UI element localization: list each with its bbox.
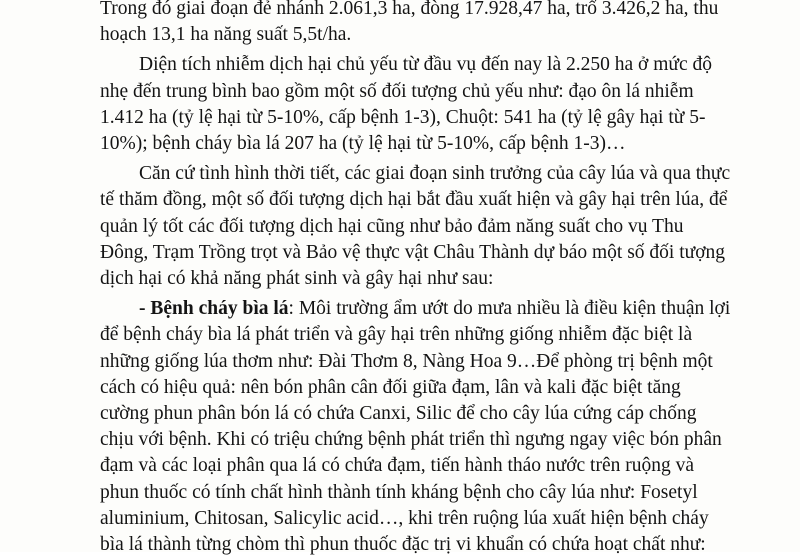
- text-line: quản lý tốt các đối tượng dịch hại cũng như bảo đảm năng suất cho vụ Thu: [100, 215, 684, 237]
- text-line: Căn cứ tình hình thời tiết, các giai đoạn sinh trưởng của cây lúa và qua thực: [139, 163, 731, 185]
- text-line: đạm và các loại phân qua lá có chứa đạm, tiến hành tháo nước trên ruộng và: [100, 455, 695, 477]
- text-line: aluminium, Chitosan, Salicylic acid…, khi trên ruộng lúa xuất hiện bệnh cháy: [100, 507, 709, 529]
- text-line: phun thuốc có tính chất hình thành tính kháng bệnh cho cây lúa như: Fosetyl: [100, 481, 698, 503]
- text-line: 10%); bệnh cháy bìa lá 207 ha (tỷ lệ hại từ 5-10%, cấp bệnh 1-3)…: [100, 133, 626, 154]
- text-line: dịch hại có khả năng phát sinh và gây hại như sau:: [100, 268, 494, 289]
- text-line: những giống lúa thơm như: Đài Thơm 8, Nàng Hoa 9…Để phòng trị bệnh một: [100, 350, 713, 372]
- text-line: hoạch 13,1 ha năng suất 5,5t/ha.: [100, 24, 352, 46]
- text-line: bìa lá thành từng chòm thì phun thuốc đặc trị vi khuẩn có chứa hoạt chất như:: [100, 534, 706, 555]
- text-line: để bệnh cháy bìa lá phát triển và gây hại trên những giống nhiễm đặc biệt là: [100, 324, 693, 346]
- text-line: tế thăm đồng, một số đối tượng dịch hại bắt đầu xuất hiện và gây hại trên lúa, để: [100, 189, 728, 211]
- section-first-line: [139, 296, 730, 322]
- text-line: chịu với bệnh. Khi có triệu chứng bệnh phát triển thì ngưng ngay việc bón phân: [100, 429, 722, 451]
- text-line: nhẹ đến trung bình bao gồm một số đối tượng chủ yếu như: đạo ôn lá nhiễm: [100, 80, 694, 102]
- text-line: Đông, Trạm Trồng trọt và Bảo vệ thực vật Châu Thành dự báo một số đối tượng: [100, 241, 726, 263]
- text-line: 1.412 ha (tỷ lệ hại từ 5-10%, cấp bệnh 1-3), Chuột: 541 ha (tỷ lệ gây hại từ 5-: [100, 106, 706, 128]
- text-line: cách có hiệu quả: nên bón phân cân đối giữa đạm, lân và kali đặc biệt tăng: [100, 376, 681, 398]
- text-line: Trong đó giai đoạn đẻ nhánh 2.061,3 ha, đòng 17.928,47 ha, trổ 3.426,2 ha, thu: [100, 0, 719, 19]
- section-first-line-text: : Môi trường ẩm ướt do mưa nhiều là điều kiện thuận lợi: [288, 298, 731, 320]
- text-line: cường phun phân bón lá có chứa Canxi, Silic để cho cây lúa cứng cáp chống: [100, 403, 697, 424]
- section-heading: - Bệnh cháy bìa lá: [139, 298, 289, 320]
- text-line: Diện tích nhiễm dịch hại chủ yếu từ đầu vụ đến nay là 2.250 ha ở mức độ: [139, 54, 712, 76]
